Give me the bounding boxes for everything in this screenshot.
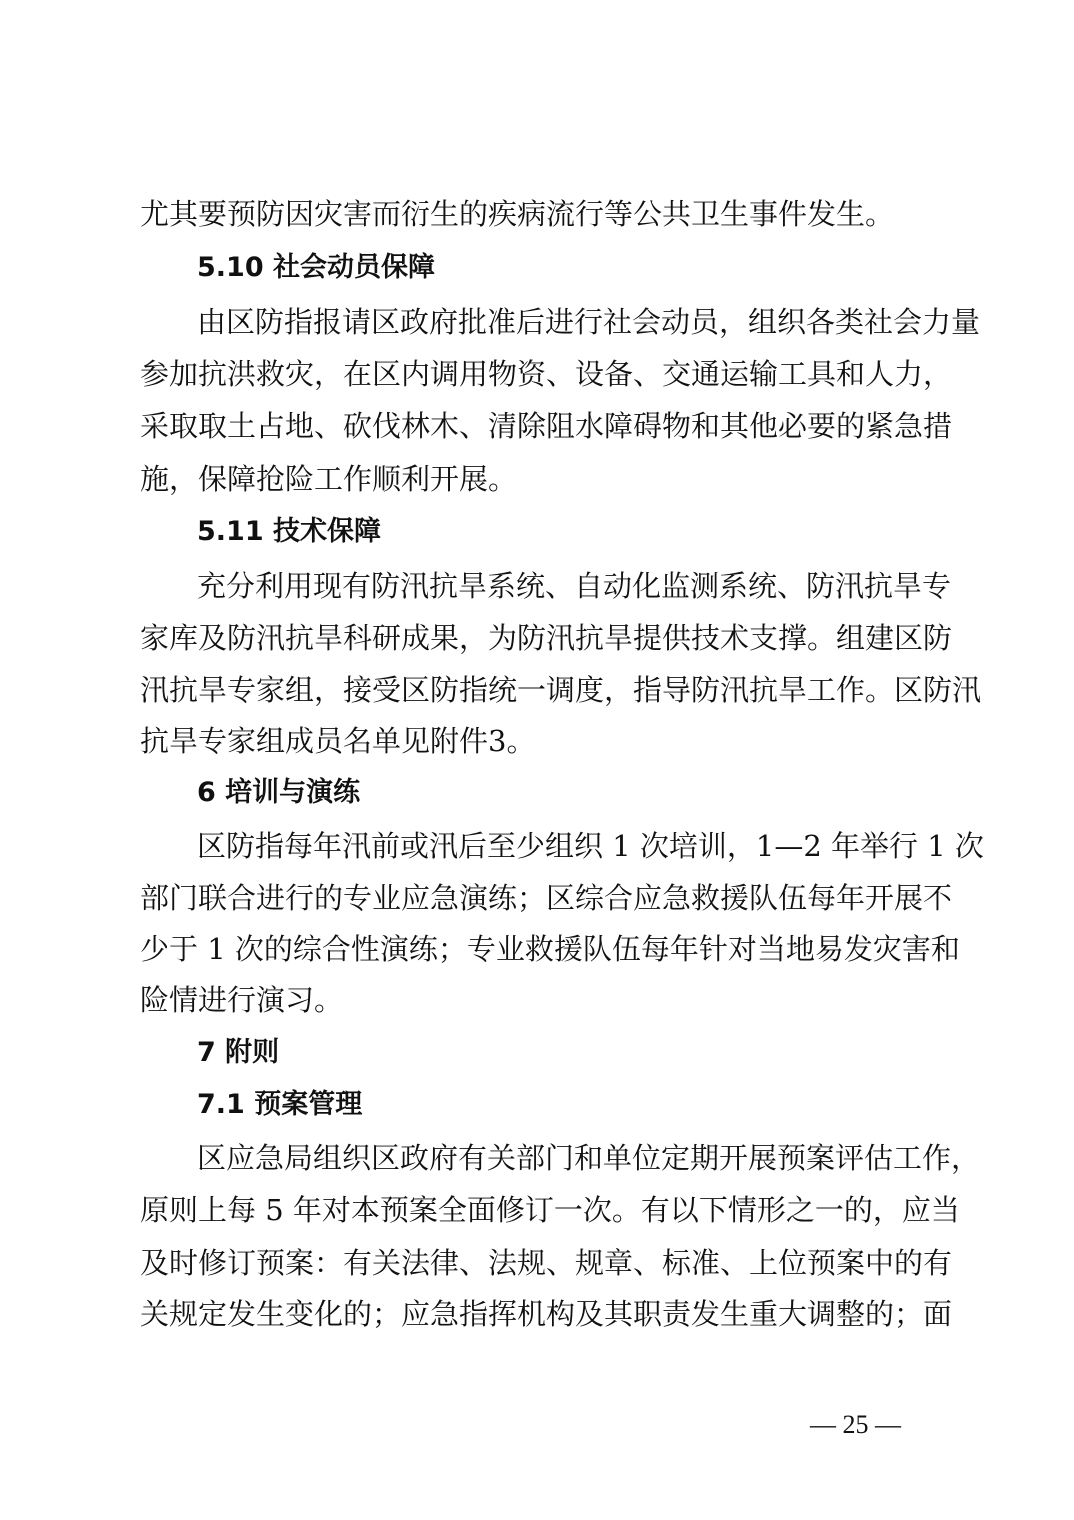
paragraph-line: 尤其要预防因灾害而衍生的疾病流行等公共卫生事件发生。: [140, 197, 895, 231]
paragraph-line: 关规定发生变化的；应急指挥机构及其职责发生重大调整的；面: [140, 1297, 953, 1331]
section-heading: 6 培训与演练: [197, 777, 361, 808]
page-number: — 25 —: [810, 1410, 901, 1439]
paragraph-line: 部门联合进行的专业应急演练；区综合应急救援队伍每年开展不: [140, 881, 953, 915]
paragraph-line: 参加抗洪救灾，在区内调用物资、设备、交通运输工具和人力，: [140, 357, 953, 391]
paragraph-line: 及时修订预案：有关法律、法规、规章、标准、上位预案中的有: [140, 1246, 953, 1280]
paragraph-line: 险情进行演习。: [140, 983, 344, 1017]
section-heading: 7 附则: [197, 1037, 280, 1068]
section-heading: 5.10 社会动员保障: [197, 252, 436, 283]
paragraph-line: 原则上每 5 年对本预案全面修订一次。有以下情形之一的，应当: [140, 1193, 960, 1227]
paragraph-line: 家库及防汛抗旱科研成果，为防汛抗旱提供技术支撑。组建区防: [140, 621, 953, 655]
section-heading: 5.11 技术保障: [197, 516, 382, 547]
paragraph-line: 抗旱专家组成员名单见附件3。: [140, 724, 536, 758]
section-heading: 7.1 预案管理: [197, 1089, 363, 1120]
paragraph-line: 充分利用现有防汛抗旱系统、自动化监测系统、防汛抗旱专: [197, 569, 952, 603]
paragraph-line: 采取取土占地、砍伐林木、清除阻水障碍物和其他必要的紧急措: [140, 409, 953, 443]
paragraph-line: 区应急局组织区政府有关部门和单位定期开展预案评估工作，: [197, 1141, 981, 1175]
paragraph-line: 汛抗旱专家组，接受区防指统一调度，指导防汛抗旱工作。区防汛: [140, 673, 982, 707]
paragraph-line: 区防指每年汛前或汛后至少组织 1 次培训，1—2 年举行 1 次: [197, 829, 984, 863]
paragraph-line: 少于 1 次的综合性演练；专业救援队伍每年针对当地易发灾害和: [140, 932, 960, 966]
paragraph-line: 施，保障抢险工作顺利开展。: [140, 462, 518, 496]
paragraph-line: 由区防指报请区政府批准后进行社会动员，组织各类社会力量: [197, 305, 981, 339]
